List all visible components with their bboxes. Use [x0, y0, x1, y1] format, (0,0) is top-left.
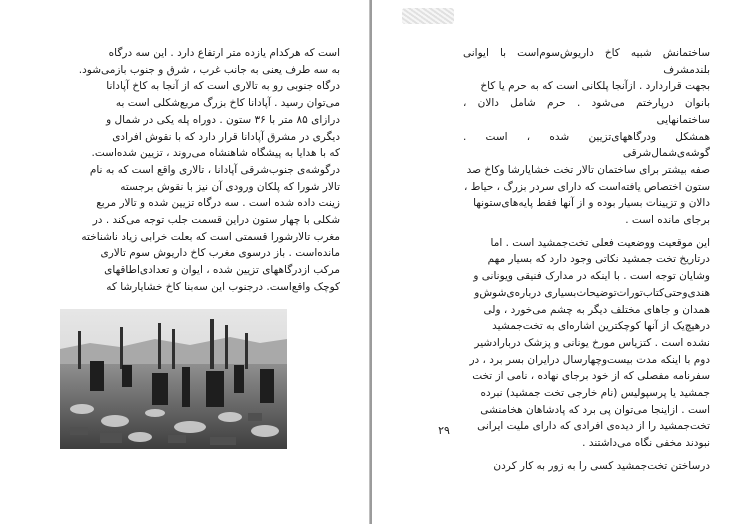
right-p2-line: هندی‌وحتی‌کتاب‌تورات‌توضیحات‌بسیاری درباره‌ی‌شوش‌و	[474, 286, 710, 299]
right-p1-line: بجهت قراردارد . ازآنجا پلکانی است که به حرم یا کاخ	[480, 80, 710, 93]
left-text-line: مانده‌است . باز درسوی مغرب کاخ داریوش سوم تالاری	[100, 247, 340, 260]
right-p1-line: برجای مانده است .	[625, 214, 710, 227]
ruins-illustration	[60, 309, 287, 449]
left-text-line: درازای ۸۵ متر با ۳۶ ستون . دوراه پله یکی در شمال و	[106, 113, 340, 126]
right-p2-line: دوم با اینکه مدت بیست‌وچهارسال درایران بسر برد ، در	[469, 353, 710, 366]
right-page	[372, 0, 742, 524]
left-text-line: است که هرکدام یازده متر ارتفاع دارد . این سه درگاه	[108, 47, 340, 59]
right-p2-line: درهیچ‌یک از آنها کوچکترین اشاره‌ای به تخت‌جمشید	[492, 320, 710, 333]
left-text-line: به سه طرف یعنی به جانب غرب ، شرق و جنوب بازمی‌شود.	[78, 63, 340, 76]
left-paragraph	[26, 45, 340, 296]
left-text-line: می‌توان رسید . آپادانا کاخ بزرگ مربع‌شکلی است به	[115, 97, 340, 110]
right-paragraph-2	[463, 235, 710, 452]
library-stamp	[402, 8, 454, 24]
right-p1-line: دالان و تزیینات بسیار بوده و از آنها فقط پایه‌های‌ستونها	[473, 197, 710, 210]
right-p1-line: همشکل ودرگاههای‌تزیین شده ، است . گوشه‌ی‌شمال‌شرقی	[463, 130, 710, 160]
right-p2-line: درتاریخ تخت جمشید نکاتی وجود دارد که بسیار مهم	[487, 253, 710, 266]
right-p1-line: صفه بیشتر برای ساختمان تالار تخت خشایارشا وکاخ صد	[466, 163, 710, 176]
right-p1-line: ستون اختصاص یافته‌است که دارای سردر بزرگ ، حیاط ،	[464, 180, 710, 193]
right-p2-line: جمشید یا پرسپولیس (نام خارجی تخت جمشید) نبرده	[480, 387, 710, 400]
persepolis-ruins-photo	[60, 309, 287, 449]
right-p2-line: وشایان توجه است . با اینکه در مدارک فنیقی ویونانی و	[473, 270, 710, 283]
right-p1-line: بانوان درپارختم می‌شود . حرم شامل دالان ، ساختمانهایی	[463, 97, 710, 126]
left-text-line: مغرب تالارشورا قسمتی است که بعلت خرابی زیاد ناشناخته	[81, 230, 340, 243]
right-p1-line: ساختمانش شبیه کاخ داریوش‌سوم‌است با ایوانی بلندمشرف	[463, 47, 710, 76]
left-page-text	[26, 45, 340, 296]
left-text-line: زینت داده شده است . سه درگاه تزیین شده و تالار مربع	[96, 197, 340, 210]
left-text-line: که با هدایا به پیشگاه شاهنشاه می‌روند ، تزیین شده‌است.	[91, 147, 340, 160]
page-number: ۲۹	[438, 424, 450, 437]
right-p2-line: نشده است . کتزیاس مورخ یونانی و پزشک دربارادشیر	[474, 336, 710, 349]
left-text-line: درگاه جنوبی رو به تالاری است که از آنجا به کاخ آپادانا	[106, 80, 340, 93]
left-page	[0, 0, 370, 524]
right-p2-line: این موقعیت ووضعیت فعلی تخت‌جمشید است . اما	[490, 236, 710, 249]
left-text-line: درگوشه‌ی جنوب‌شرقی آپادانا ، تالاری واقع است که به نام	[89, 163, 340, 176]
left-text-line: مرکب ازدرگاههای تزیین شده ، ایوان و تعدادی‌اطاقهای	[104, 264, 340, 277]
right-p2-line: سفرنامه مفصلی که از خود برجای نهاده ، نامی از تخت	[472, 370, 710, 383]
right-p2-line: است . ازاینجا می‌توان پی برد که پادشاهان هخامنشی	[480, 403, 710, 416]
right-p2-line: تخت‌جمشید را از دیده‌ی افرادی که دارای ملیت ایرانی	[477, 420, 710, 433]
right-p2-line: همدان و جاهای مختلف دیگر به چشم می‌خورد ، ولی	[483, 303, 710, 316]
right-paragraph-3	[463, 458, 710, 475]
right-p3-line: درساختن تخت‌جمشید کسی را به زور به کار کردن	[493, 459, 710, 472]
left-text-line: کوچک واقع‌است. درجنوب این سه‌بنا کاخ خشایارشا که	[106, 280, 340, 293]
left-text-line: شکلی با چهار ستون دراین قسمت جلب توجه می‌کند . در	[92, 214, 340, 227]
left-text-line: تالار شورا که پلکان ورودی آن نیز با نقوش برجسته	[120, 180, 340, 193]
right-paragraph-1	[463, 45, 710, 229]
left-text-line: دیگری در مشرق آپادانا قرار دارد که با نقوش افرادی	[112, 130, 340, 143]
right-p2-line: نبودند مخفی نگاه می‌داشتند .	[582, 437, 710, 450]
right-page-text	[463, 45, 710, 475]
